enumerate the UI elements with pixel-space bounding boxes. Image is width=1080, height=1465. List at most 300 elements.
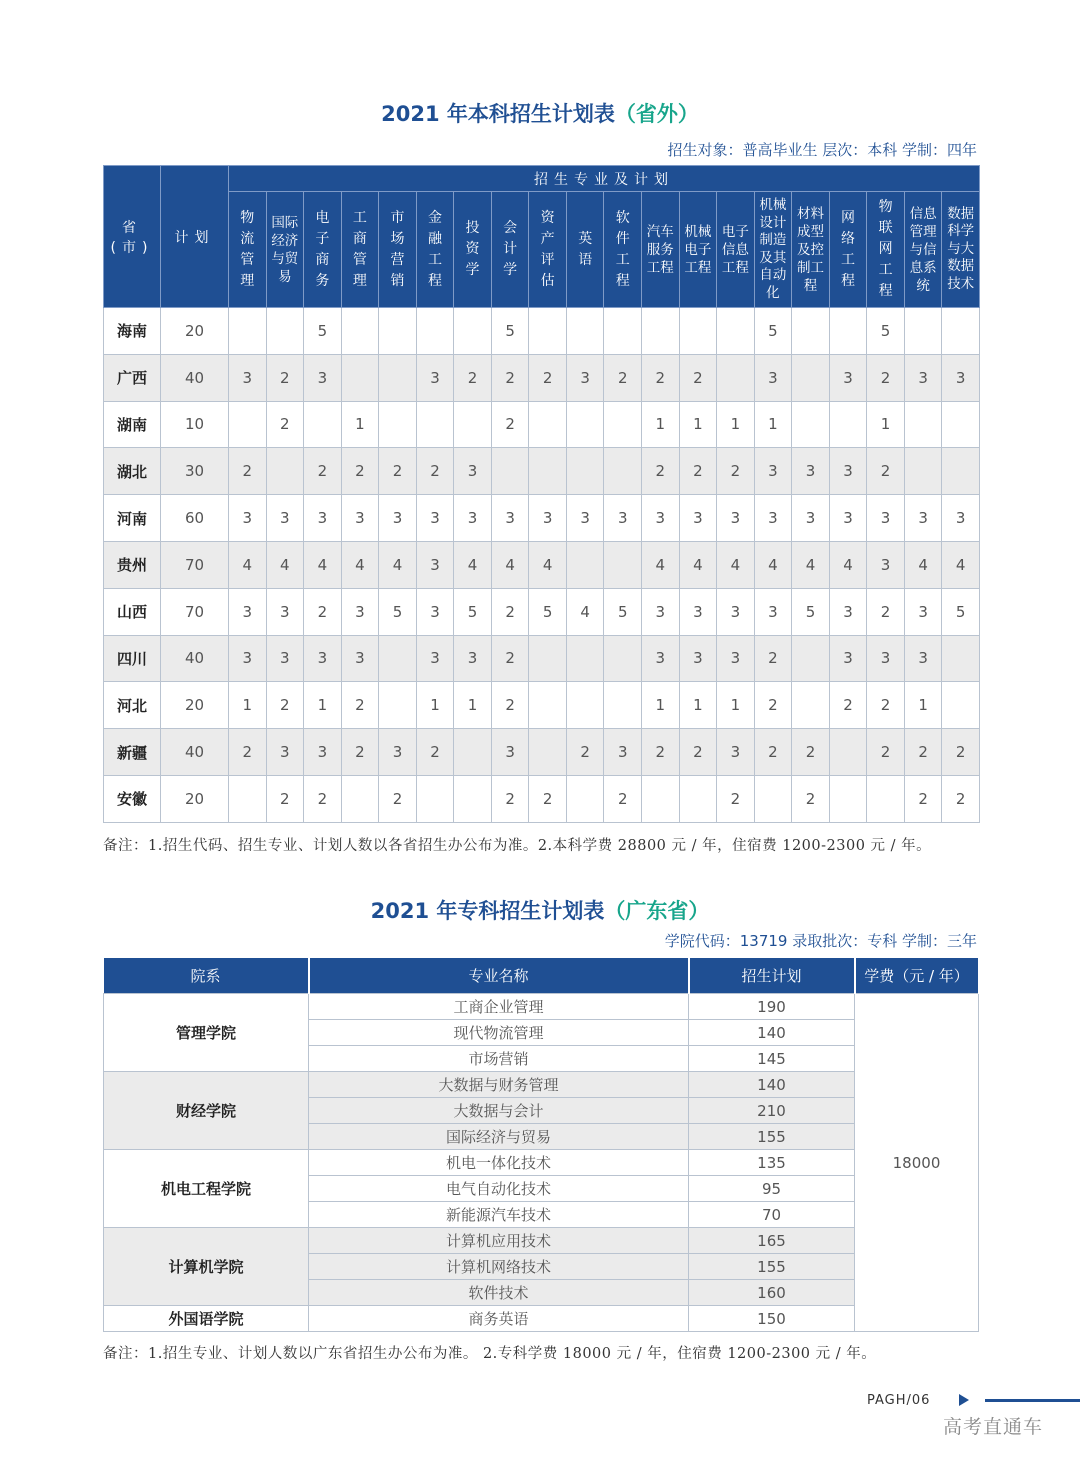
quota-cell: 3 (491, 729, 529, 776)
quota-cell: 3 (717, 588, 755, 635)
quota-cell: 3 (942, 354, 980, 401)
quota-cell (229, 775, 267, 822)
major-label: 机械 电子 工程 (684, 223, 712, 276)
quota-cell: 1 (642, 401, 680, 448)
header-major-13 (717, 192, 755, 308)
quota-cell: 3 (229, 588, 267, 635)
province-cell: 山西 (104, 588, 161, 635)
quota-cell: 2 (717, 448, 755, 495)
major-label: 汽车 服务 工程 (646, 223, 674, 276)
quota-cell: 2 (229, 448, 267, 495)
quota-cell: 2 (416, 729, 454, 776)
quota-cell (341, 308, 379, 355)
quota-cell: 3 (416, 495, 454, 542)
plan-cell: 60 (161, 495, 229, 542)
quota-cell (904, 448, 942, 495)
header-enroll-plan: 招生计划 (689, 958, 855, 994)
quota-cell: 2 (867, 448, 905, 495)
table-row (104, 495, 980, 542)
major-label: 软 件 工 程 (615, 209, 630, 289)
quota-cell: 5 (942, 588, 980, 635)
plan-cell: 70 (161, 588, 229, 635)
header-major-5 (416, 192, 454, 308)
enroll-plan-cell: 140 (689, 1020, 855, 1046)
quota-cell: 3 (904, 354, 942, 401)
quota-cell: 3 (754, 354, 792, 401)
major-name-cell: 机电一体化技术 (309, 1150, 689, 1176)
quota-cell (792, 635, 830, 682)
quota-cell: 4 (642, 541, 680, 588)
table2-title (0, 895, 1080, 925)
major-name-cell: 计算机网络技术 (309, 1254, 689, 1280)
quota-cell: 4 (454, 541, 492, 588)
enroll-plan-cell: 70 (689, 1202, 855, 1228)
quota-cell: 4 (304, 541, 342, 588)
header-major-7 (491, 192, 529, 308)
plan-cell: 70 (161, 541, 229, 588)
quota-cell: 4 (904, 541, 942, 588)
quota-cell: 3 (341, 495, 379, 542)
quota-cell (229, 308, 267, 355)
quota-cell: 2 (904, 775, 942, 822)
quota-cell (416, 308, 454, 355)
quota-cell (566, 308, 604, 355)
enroll-plan-cell: 95 (689, 1176, 855, 1202)
quota-cell: 2 (529, 775, 567, 822)
quota-cell: 3 (904, 495, 942, 542)
table-row (104, 1072, 979, 1098)
quota-cell: 4 (942, 541, 980, 588)
province-cell: 贵州 (104, 541, 161, 588)
quota-cell (491, 448, 529, 495)
quota-cell: 2 (604, 354, 642, 401)
dept-cell: 外国语学院 (104, 1306, 309, 1332)
table2-subtitle: 学院代码：13719 录取批次：专科 学制：三年 (664, 932, 977, 950)
undergrad-plan-table (103, 165, 980, 823)
quota-cell: 5 (491, 308, 529, 355)
quota-cell: 5 (754, 308, 792, 355)
quota-cell: 1 (229, 682, 267, 729)
quota-cell: 1 (717, 682, 755, 729)
quota-cell (529, 308, 567, 355)
quota-cell (942, 448, 980, 495)
quota-cell (604, 682, 642, 729)
quota-cell (304, 401, 342, 448)
quota-cell: 4 (229, 541, 267, 588)
quota-cell: 5 (529, 588, 567, 635)
header-major-3 (341, 192, 379, 308)
table-row (104, 448, 980, 495)
quota-cell: 3 (304, 495, 342, 542)
quota-cell (379, 401, 417, 448)
quota-cell (379, 682, 417, 729)
quota-cell (792, 401, 830, 448)
enroll-plan-cell: 165 (689, 1228, 855, 1254)
plan-cell: 30 (161, 448, 229, 495)
enroll-plan-cell: 155 (689, 1124, 855, 1150)
header-major-15 (792, 192, 830, 308)
quota-cell (942, 308, 980, 355)
quota-cell: 4 (529, 541, 567, 588)
quota-cell (604, 635, 642, 682)
quota-cell: 3 (867, 495, 905, 542)
quota-cell: 4 (829, 541, 867, 588)
dept-cell: 计算机学院 (104, 1228, 309, 1306)
quota-cell: 3 (379, 495, 417, 542)
quota-cell: 3 (642, 588, 680, 635)
header-fee: 学费（元 / 年） (855, 958, 979, 994)
plan-cell: 40 (161, 354, 229, 401)
quota-cell: 3 (304, 354, 342, 401)
quota-cell: 2 (754, 729, 792, 776)
quota-cell (341, 775, 379, 822)
quota-cell: 3 (942, 495, 980, 542)
table1-title-main: 2021 年本科招生计划表 (381, 102, 615, 126)
header-major-0 (229, 192, 267, 308)
major-label: 英 语 (578, 230, 593, 268)
major-name-cell: 大数据与会计 (309, 1098, 689, 1124)
quota-cell: 3 (829, 588, 867, 635)
quota-cell: 5 (454, 588, 492, 635)
header-major-6 (454, 192, 492, 308)
dept-cell: 机电工程学院 (104, 1150, 309, 1228)
quota-cell: 2 (679, 448, 717, 495)
quota-cell (229, 401, 267, 448)
dept-cell: 管理学院 (104, 994, 309, 1072)
quota-cell (566, 635, 604, 682)
quota-cell: 2 (867, 354, 905, 401)
quota-cell: 2 (491, 775, 529, 822)
quota-cell: 2 (566, 729, 604, 776)
major-name-cell: 国际经济与贸易 (309, 1124, 689, 1150)
major-name-cell: 市场营销 (309, 1046, 689, 1072)
quota-cell (529, 448, 567, 495)
quota-cell: 2 (604, 775, 642, 822)
quota-cell (379, 308, 417, 355)
quota-cell (942, 401, 980, 448)
quota-cell: 3 (379, 729, 417, 776)
table2-note: 备注：1.招生专业、计划人数以广东省招生办公布为准。 2.专科学费 18000 元 / 年，住宿费 1200-2300 元 / 年。 (103, 1346, 877, 1362)
quota-cell: 2 (266, 354, 304, 401)
plan-cell: 40 (161, 635, 229, 682)
header-major-18 (904, 192, 942, 308)
table2-title-main: 2021 年专科招生计划表 (370, 899, 605, 923)
quota-cell (754, 775, 792, 822)
quota-cell: 2 (867, 682, 905, 729)
major-name-cell: 大数据与财务管理 (309, 1072, 689, 1098)
province-cell: 湖南 (104, 401, 161, 448)
quota-cell: 1 (416, 682, 454, 729)
quota-cell: 3 (904, 635, 942, 682)
watermark: 高考直通车 (943, 1416, 1044, 1438)
header-major-12 (679, 192, 717, 308)
quota-cell: 2 (642, 729, 680, 776)
table-row (104, 588, 980, 635)
quota-cell: 4 (491, 541, 529, 588)
quota-cell: 2 (266, 401, 304, 448)
quota-cell: 3 (829, 448, 867, 495)
header-major-10 (604, 192, 642, 308)
header-major-2 (304, 192, 342, 308)
table1-title-paren: （省外） (614, 102, 699, 126)
quota-cell: 3 (266, 729, 304, 776)
quota-cell: 1 (754, 401, 792, 448)
quota-cell (679, 308, 717, 355)
header-major-group: 招生专业及计划 (229, 166, 980, 192)
table-row (104, 308, 980, 355)
quota-cell: 3 (867, 541, 905, 588)
quota-cell: 3 (754, 495, 792, 542)
quota-cell (867, 775, 905, 822)
quota-cell: 2 (642, 354, 680, 401)
province-cell: 广西 (104, 354, 161, 401)
quota-cell: 2 (379, 775, 417, 822)
quota-cell: 3 (679, 588, 717, 635)
quota-cell (829, 308, 867, 355)
quota-cell: 3 (679, 635, 717, 682)
quota-cell: 2 (904, 729, 942, 776)
quota-cell (604, 541, 642, 588)
header-major-9 (566, 192, 604, 308)
quota-cell (829, 729, 867, 776)
footer-divider (985, 1399, 1080, 1402)
quota-cell: 3 (266, 588, 304, 635)
quota-cell (792, 308, 830, 355)
quota-cell: 2 (491, 588, 529, 635)
quota-cell: 2 (679, 354, 717, 401)
quota-cell: 3 (792, 495, 830, 542)
quota-cell: 5 (379, 588, 417, 635)
quota-cell (604, 308, 642, 355)
major-label: 网 络 工 程 (841, 209, 856, 289)
quota-cell: 1 (904, 682, 942, 729)
quota-cell: 1 (454, 682, 492, 729)
quota-cell: 3 (642, 635, 680, 682)
quota-cell: 2 (491, 635, 529, 682)
quota-cell: 3 (717, 635, 755, 682)
major-label: 数据 科学 与大 数据 技术 (947, 205, 975, 292)
quota-cell (942, 682, 980, 729)
quota-cell (642, 775, 680, 822)
quota-cell (566, 682, 604, 729)
quota-cell: 2 (341, 448, 379, 495)
quota-cell: 4 (341, 541, 379, 588)
quota-cell: 3 (229, 495, 267, 542)
major-label: 物 流 管 理 (240, 209, 255, 289)
table1-subtitle: 招生对象：普高毕业生 层次：本科 学制：四年 (667, 141, 977, 159)
table-row (104, 994, 979, 1020)
quota-cell: 3 (754, 448, 792, 495)
plan-cell: 20 (161, 682, 229, 729)
major-label: 投 资 学 (465, 220, 480, 278)
table-row (104, 354, 980, 401)
quota-cell: 2 (491, 401, 529, 448)
table-row (104, 635, 980, 682)
quota-cell: 2 (529, 354, 567, 401)
enroll-plan-cell: 140 (689, 1072, 855, 1098)
table-row (104, 1150, 979, 1176)
quota-cell: 3 (566, 495, 604, 542)
quota-cell: 2 (304, 588, 342, 635)
quota-cell: 1 (341, 401, 379, 448)
quota-cell (679, 775, 717, 822)
table2-title-paren: （广东省） (604, 899, 710, 923)
province-cell: 安徽 (104, 775, 161, 822)
table-row (104, 775, 980, 822)
major-name-cell: 电气自动化技术 (309, 1176, 689, 1202)
quota-cell: 3 (829, 635, 867, 682)
table-row (104, 1228, 979, 1254)
quota-cell: 2 (829, 682, 867, 729)
quota-cell (379, 635, 417, 682)
quota-cell: 2 (867, 588, 905, 635)
major-label: 材料 成型 及控 制工 程 (796, 205, 824, 294)
quota-cell: 2 (867, 729, 905, 776)
quota-cell: 3 (604, 729, 642, 776)
quota-cell: 2 (379, 448, 417, 495)
quota-cell: 2 (491, 354, 529, 401)
province-cell: 海南 (104, 308, 161, 355)
province-cell: 湖北 (104, 448, 161, 495)
header-plan: 计划 (161, 166, 229, 308)
quota-cell (454, 729, 492, 776)
plan-cell: 20 (161, 775, 229, 822)
fee-cell: 18000 (855, 994, 979, 1332)
province-cell: 新疆 (104, 729, 161, 776)
quota-cell: 2 (491, 682, 529, 729)
quota-cell: 3 (454, 495, 492, 542)
quota-cell (529, 682, 567, 729)
header-dept: 院系 (104, 958, 309, 994)
quota-cell: 3 (679, 495, 717, 542)
quota-cell (942, 635, 980, 682)
quota-cell: 3 (904, 588, 942, 635)
quota-cell (717, 354, 755, 401)
enroll-plan-cell: 135 (689, 1150, 855, 1176)
header-major-11 (642, 192, 680, 308)
quota-cell: 2 (416, 448, 454, 495)
quota-cell: 1 (867, 401, 905, 448)
major-label: 工 商 管 理 (352, 209, 367, 289)
quota-cell: 2 (304, 775, 342, 822)
quota-cell: 2 (792, 729, 830, 776)
quota-cell: 2 (454, 354, 492, 401)
major-name-cell: 新能源汽车技术 (309, 1202, 689, 1228)
header-major-1 (266, 192, 304, 308)
quota-cell: 1 (679, 682, 717, 729)
quota-cell: 3 (341, 635, 379, 682)
quota-cell: 4 (266, 541, 304, 588)
quota-cell (566, 775, 604, 822)
major-label: 会 计 学 (503, 220, 518, 278)
major-name-cell: 计算机应用技术 (309, 1228, 689, 1254)
province-cell: 河北 (104, 682, 161, 729)
quota-cell: 2 (266, 775, 304, 822)
quota-cell: 4 (566, 588, 604, 635)
quota-cell: 1 (717, 401, 755, 448)
quota-cell: 4 (679, 541, 717, 588)
major-label: 电子 信息 工程 (721, 223, 749, 276)
quota-cell: 3 (491, 495, 529, 542)
quota-cell: 3 (642, 495, 680, 542)
quota-cell: 2 (266, 682, 304, 729)
header-major-14 (754, 192, 792, 308)
quota-cell (379, 354, 417, 401)
quota-cell (829, 775, 867, 822)
header-major-17 (867, 192, 905, 308)
quota-cell (529, 635, 567, 682)
quota-cell: 3 (717, 495, 755, 542)
enroll-plan-cell: 150 (689, 1306, 855, 1332)
header-major: 专业名称 (309, 958, 689, 994)
enroll-plan-cell: 155 (689, 1254, 855, 1280)
quota-cell: 2 (942, 729, 980, 776)
quota-cell: 3 (416, 354, 454, 401)
enroll-plan-cell: 190 (689, 994, 855, 1020)
header-major-19 (942, 192, 980, 308)
table-row (104, 729, 980, 776)
quota-cell (829, 401, 867, 448)
quota-cell (904, 401, 942, 448)
major-label: 市 场 营 销 (390, 209, 405, 289)
college-plan-table (103, 958, 980, 1332)
quota-cell: 2 (229, 729, 267, 776)
quota-cell: 2 (717, 775, 755, 822)
quota-cell (566, 448, 604, 495)
major-name-cell: 软件技术 (309, 1280, 689, 1306)
quota-cell (604, 401, 642, 448)
header-major-8 (529, 192, 567, 308)
major-label: 物 联 网 工 程 (878, 199, 893, 299)
header-province: 省(市) (104, 166, 161, 308)
header-major-16 (829, 192, 867, 308)
quota-cell: 2 (754, 682, 792, 729)
quota-cell (454, 775, 492, 822)
quota-cell: 3 (304, 729, 342, 776)
quota-cell: 4 (717, 541, 755, 588)
quota-cell: 3 (754, 588, 792, 635)
page-number: PAGH/06 (867, 1393, 931, 1408)
major-label: 机械 设计 制造 及其 自动 化 (759, 197, 787, 301)
quota-cell (904, 308, 942, 355)
table-row (104, 541, 980, 588)
quota-cell (604, 448, 642, 495)
table-row (104, 1306, 979, 1332)
quota-cell (266, 448, 304, 495)
plan-cell: 20 (161, 308, 229, 355)
quota-cell: 4 (379, 541, 417, 588)
table1-title (0, 98, 1080, 128)
major-label: 信息 管理 与信 息系 统 (909, 205, 937, 294)
quota-cell: 3 (454, 448, 492, 495)
major-label: 金 融 工 程 (428, 209, 442, 289)
quota-cell: 2 (341, 729, 379, 776)
province-cell: 四川 (104, 635, 161, 682)
quota-cell: 3 (229, 354, 267, 401)
quota-cell: 4 (754, 541, 792, 588)
quota-cell: 5 (604, 588, 642, 635)
major-name-cell: 现代物流管理 (309, 1020, 689, 1046)
quota-cell (717, 308, 755, 355)
quota-cell: 2 (942, 775, 980, 822)
table1-note: 备注：1.招生代码、招生专业、计划人数以各省招生办公布为准。2.本科学费 28800 元 / 年，住宿费 1200-2300 元 / 年。 (103, 838, 932, 854)
quota-cell: 1 (642, 682, 680, 729)
quota-cell: 2 (304, 448, 342, 495)
enroll-plan-cell: 145 (689, 1046, 855, 1072)
quota-cell (642, 308, 680, 355)
major-label: 电 子 商 务 (315, 209, 330, 289)
header-major-4 (379, 192, 417, 308)
